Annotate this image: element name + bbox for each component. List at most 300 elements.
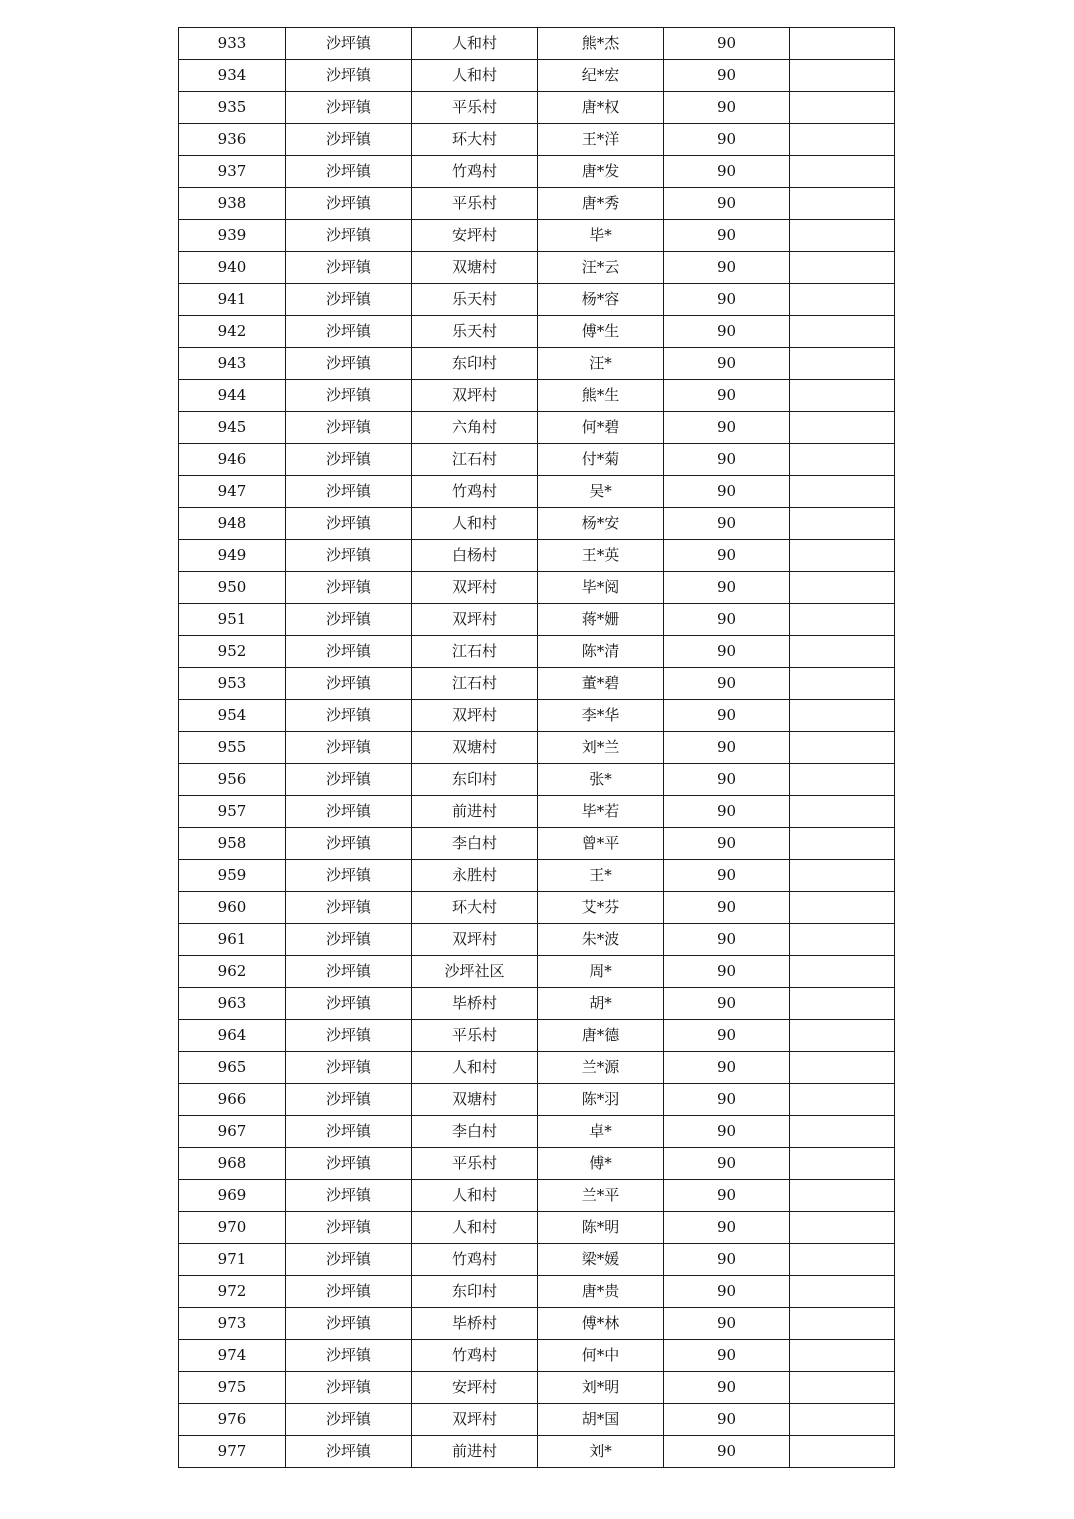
town-cell: 沙坪镇 (286, 572, 412, 604)
village-cell: 东印村 (412, 764, 538, 796)
name-cell: 唐*发 (538, 156, 664, 188)
village-cell: 毕桥村 (412, 988, 538, 1020)
village-cell: 双坪村 (412, 924, 538, 956)
name-cell: 毕*若 (538, 796, 664, 828)
town-cell: 沙坪镇 (286, 1116, 412, 1148)
table-row (179, 764, 895, 796)
village-cell: 东印村 (412, 348, 538, 380)
amount-cell: 90 (664, 700, 790, 732)
serial-number-cell: 952 (179, 636, 286, 668)
table-row (179, 1180, 895, 1212)
town-cell: 沙坪镇 (286, 668, 412, 700)
town-cell: 沙坪镇 (286, 764, 412, 796)
serial-number-cell: 943 (179, 348, 286, 380)
serial-number-cell: 971 (179, 1244, 286, 1276)
amount-cell: 90 (664, 668, 790, 700)
remark-cell (790, 348, 895, 380)
remark-cell (790, 60, 895, 92)
remark-cell (790, 380, 895, 412)
village-cell: 人和村 (412, 60, 538, 92)
amount-cell: 90 (664, 892, 790, 924)
table-row (179, 348, 895, 380)
village-cell: 安坪村 (412, 220, 538, 252)
name-cell: 纪*宏 (538, 60, 664, 92)
amount-cell: 90 (664, 476, 790, 508)
table-row (179, 1340, 895, 1372)
table-row (179, 668, 895, 700)
table-row (179, 1372, 895, 1404)
remark-cell (790, 412, 895, 444)
remark-cell (790, 252, 895, 284)
name-cell: 唐*权 (538, 92, 664, 124)
remark-cell (790, 124, 895, 156)
serial-number-cell: 949 (179, 540, 286, 572)
village-cell: 沙坪社区 (412, 956, 538, 988)
serial-number-cell: 964 (179, 1020, 286, 1052)
village-cell: 江石村 (412, 444, 538, 476)
town-cell: 沙坪镇 (286, 284, 412, 316)
remark-cell (790, 316, 895, 348)
town-cell: 沙坪镇 (286, 1276, 412, 1308)
remark-cell (790, 732, 895, 764)
amount-cell: 90 (664, 60, 790, 92)
name-cell: 何*碧 (538, 412, 664, 444)
amount-cell: 90 (664, 412, 790, 444)
amount-cell: 90 (664, 924, 790, 956)
serial-number-cell: 974 (179, 1340, 286, 1372)
village-cell: 前进村 (412, 1436, 538, 1468)
serial-number-cell: 959 (179, 860, 286, 892)
amount-cell: 90 (664, 604, 790, 636)
remark-cell (790, 572, 895, 604)
village-cell: 环大村 (412, 892, 538, 924)
town-cell: 沙坪镇 (286, 540, 412, 572)
remark-cell (790, 828, 895, 860)
remark-cell (790, 1372, 895, 1404)
serial-number-cell: 953 (179, 668, 286, 700)
serial-number-cell: 966 (179, 1084, 286, 1116)
serial-number-cell: 958 (179, 828, 286, 860)
village-cell: 双坪村 (412, 1404, 538, 1436)
town-cell: 沙坪镇 (286, 1340, 412, 1372)
remark-cell (790, 1276, 895, 1308)
village-cell: 前进村 (412, 796, 538, 828)
village-cell: 人和村 (412, 28, 538, 60)
table-row (179, 924, 895, 956)
village-cell: 双塘村 (412, 732, 538, 764)
name-cell: 刘*兰 (538, 732, 664, 764)
town-cell: 沙坪镇 (286, 156, 412, 188)
village-cell: 平乐村 (412, 1020, 538, 1052)
amount-cell: 90 (664, 796, 790, 828)
town-cell: 沙坪镇 (286, 60, 412, 92)
table-row (179, 252, 895, 284)
serial-number-cell: 940 (179, 252, 286, 284)
remark-cell (790, 1116, 895, 1148)
village-cell: 乐天村 (412, 316, 538, 348)
town-cell: 沙坪镇 (286, 892, 412, 924)
amount-cell: 90 (664, 1116, 790, 1148)
serial-number-cell: 957 (179, 796, 286, 828)
village-cell: 永胜村 (412, 860, 538, 892)
town-cell: 沙坪镇 (286, 1372, 412, 1404)
amount-cell: 90 (664, 1340, 790, 1372)
town-cell: 沙坪镇 (286, 1244, 412, 1276)
table-row (179, 892, 895, 924)
remark-cell (790, 668, 895, 700)
village-cell: 双坪村 (412, 700, 538, 732)
amount-cell: 90 (664, 636, 790, 668)
village-cell: 东印村 (412, 1276, 538, 1308)
table-row (179, 1052, 895, 1084)
village-cell: 竹鸡村 (412, 1244, 538, 1276)
amount-cell: 90 (664, 284, 790, 316)
remark-cell (790, 28, 895, 60)
serial-number-cell: 938 (179, 188, 286, 220)
town-cell: 沙坪镇 (286, 1212, 412, 1244)
village-cell: 竹鸡村 (412, 476, 538, 508)
serial-number-cell: 955 (179, 732, 286, 764)
name-cell: 周* (538, 956, 664, 988)
name-cell: 王*英 (538, 540, 664, 572)
roster-table-body (179, 28, 895, 1468)
name-cell: 杨*安 (538, 508, 664, 540)
village-cell: 人和村 (412, 1052, 538, 1084)
table-row (179, 1276, 895, 1308)
serial-number-cell: 951 (179, 604, 286, 636)
town-cell: 沙坪镇 (286, 700, 412, 732)
serial-number-cell: 965 (179, 1052, 286, 1084)
name-cell: 熊*杰 (538, 28, 664, 60)
table-row (179, 476, 895, 508)
table-row (179, 156, 895, 188)
amount-cell: 90 (664, 1372, 790, 1404)
town-cell: 沙坪镇 (286, 732, 412, 764)
remark-cell (790, 1052, 895, 1084)
name-cell: 杨*容 (538, 284, 664, 316)
remark-cell (790, 1212, 895, 1244)
table-row (179, 1116, 895, 1148)
serial-number-cell: 944 (179, 380, 286, 412)
town-cell: 沙坪镇 (286, 604, 412, 636)
amount-cell: 90 (664, 1244, 790, 1276)
remark-cell (790, 860, 895, 892)
name-cell: 艾*芬 (538, 892, 664, 924)
village-cell: 乐天村 (412, 284, 538, 316)
village-cell: 人和村 (412, 1180, 538, 1212)
village-cell: 李白村 (412, 1116, 538, 1148)
amount-cell: 90 (664, 732, 790, 764)
serial-number-cell: 937 (179, 156, 286, 188)
serial-number-cell: 967 (179, 1116, 286, 1148)
table-row (179, 860, 895, 892)
village-cell: 竹鸡村 (412, 156, 538, 188)
remark-cell (790, 444, 895, 476)
table-row (179, 1436, 895, 1468)
serial-number-cell: 935 (179, 92, 286, 124)
village-cell: 环大村 (412, 124, 538, 156)
name-cell: 胡* (538, 988, 664, 1020)
table-row (179, 604, 895, 636)
table-row (179, 1020, 895, 1052)
town-cell: 沙坪镇 (286, 1404, 412, 1436)
name-cell: 傅* (538, 1148, 664, 1180)
table-row (179, 412, 895, 444)
town-cell: 沙坪镇 (286, 924, 412, 956)
serial-number-cell: 945 (179, 412, 286, 444)
name-cell: 何*中 (538, 1340, 664, 1372)
remark-cell (790, 764, 895, 796)
table-row (179, 220, 895, 252)
name-cell: 陈*清 (538, 636, 664, 668)
table-row (179, 444, 895, 476)
remark-cell (790, 1308, 895, 1340)
town-cell: 沙坪镇 (286, 124, 412, 156)
serial-number-cell: 960 (179, 892, 286, 924)
table-row (179, 92, 895, 124)
name-cell: 付*菊 (538, 444, 664, 476)
village-cell: 李白村 (412, 828, 538, 860)
town-cell: 沙坪镇 (286, 476, 412, 508)
village-cell: 人和村 (412, 508, 538, 540)
amount-cell: 90 (664, 380, 790, 412)
serial-number-cell: 968 (179, 1148, 286, 1180)
remark-cell (790, 540, 895, 572)
table-row (179, 636, 895, 668)
name-cell: 董*碧 (538, 668, 664, 700)
name-cell: 熊*生 (538, 380, 664, 412)
remark-cell (790, 636, 895, 668)
serial-number-cell: 969 (179, 1180, 286, 1212)
name-cell: 刘*明 (538, 1372, 664, 1404)
town-cell: 沙坪镇 (286, 956, 412, 988)
serial-number-cell: 956 (179, 764, 286, 796)
amount-cell: 90 (664, 572, 790, 604)
amount-cell: 90 (664, 764, 790, 796)
remark-cell (790, 220, 895, 252)
amount-cell: 90 (664, 1404, 790, 1436)
amount-cell: 90 (664, 188, 790, 220)
village-cell: 江石村 (412, 636, 538, 668)
town-cell: 沙坪镇 (286, 316, 412, 348)
town-cell: 沙坪镇 (286, 860, 412, 892)
table-row (179, 60, 895, 92)
name-cell: 傅*生 (538, 316, 664, 348)
serial-number-cell: 947 (179, 476, 286, 508)
table-row (179, 284, 895, 316)
amount-cell: 90 (664, 988, 790, 1020)
remark-cell (790, 1244, 895, 1276)
name-cell: 曾*平 (538, 828, 664, 860)
table-row (179, 828, 895, 860)
remark-cell (790, 604, 895, 636)
town-cell: 沙坪镇 (286, 380, 412, 412)
serial-number-cell: 970 (179, 1212, 286, 1244)
amount-cell: 90 (664, 540, 790, 572)
amount-cell: 90 (664, 828, 790, 860)
table-row (179, 124, 895, 156)
table-row (179, 1308, 895, 1340)
table-row (179, 1148, 895, 1180)
village-cell: 毕桥村 (412, 1308, 538, 1340)
table-row (179, 988, 895, 1020)
remark-cell (790, 284, 895, 316)
name-cell: 蒋*姗 (538, 604, 664, 636)
roster-table (178, 27, 895, 1468)
document-page (178, 27, 894, 1468)
village-cell: 白杨村 (412, 540, 538, 572)
table-row (179, 380, 895, 412)
name-cell: 梁*媛 (538, 1244, 664, 1276)
amount-cell: 90 (664, 1212, 790, 1244)
amount-cell: 90 (664, 28, 790, 60)
serial-number-cell: 972 (179, 1276, 286, 1308)
town-cell: 沙坪镇 (286, 188, 412, 220)
name-cell: 汪* (538, 348, 664, 380)
serial-number-cell: 946 (179, 444, 286, 476)
serial-number-cell: 975 (179, 1372, 286, 1404)
village-cell: 平乐村 (412, 92, 538, 124)
amount-cell: 90 (664, 1436, 790, 1468)
remark-cell (790, 700, 895, 732)
amount-cell: 90 (664, 124, 790, 156)
serial-number-cell: 950 (179, 572, 286, 604)
serial-number-cell: 977 (179, 1436, 286, 1468)
name-cell: 兰*平 (538, 1180, 664, 1212)
remark-cell (790, 156, 895, 188)
remark-cell (790, 1180, 895, 1212)
remark-cell (790, 1436, 895, 1468)
serial-number-cell: 936 (179, 124, 286, 156)
village-cell: 双塘村 (412, 252, 538, 284)
amount-cell: 90 (664, 956, 790, 988)
village-cell: 安坪村 (412, 1372, 538, 1404)
remark-cell (790, 1404, 895, 1436)
village-cell: 六角村 (412, 412, 538, 444)
amount-cell: 90 (664, 1276, 790, 1308)
remark-cell (790, 188, 895, 220)
name-cell: 朱*波 (538, 924, 664, 956)
table-row (179, 188, 895, 220)
serial-number-cell: 962 (179, 956, 286, 988)
village-cell: 平乐村 (412, 188, 538, 220)
amount-cell: 90 (664, 1148, 790, 1180)
town-cell: 沙坪镇 (286, 1052, 412, 1084)
serial-number-cell: 963 (179, 988, 286, 1020)
remark-cell (790, 508, 895, 540)
town-cell: 沙坪镇 (286, 1436, 412, 1468)
name-cell: 张* (538, 764, 664, 796)
serial-number-cell: 934 (179, 60, 286, 92)
table-row (179, 1084, 895, 1116)
table-row (179, 1244, 895, 1276)
town-cell: 沙坪镇 (286, 796, 412, 828)
serial-number-cell: 948 (179, 508, 286, 540)
remark-cell (790, 92, 895, 124)
serial-number-cell: 961 (179, 924, 286, 956)
amount-cell: 90 (664, 92, 790, 124)
town-cell: 沙坪镇 (286, 220, 412, 252)
name-cell: 傅*林 (538, 1308, 664, 1340)
village-cell: 双坪村 (412, 572, 538, 604)
table-row (179, 28, 895, 60)
village-cell: 江石村 (412, 668, 538, 700)
town-cell: 沙坪镇 (286, 1180, 412, 1212)
remark-cell (790, 924, 895, 956)
village-cell: 双坪村 (412, 604, 538, 636)
name-cell: 胡*国 (538, 1404, 664, 1436)
name-cell: 兰*源 (538, 1052, 664, 1084)
table-row (179, 796, 895, 828)
amount-cell: 90 (664, 444, 790, 476)
amount-cell: 90 (664, 156, 790, 188)
amount-cell: 90 (664, 348, 790, 380)
town-cell: 沙坪镇 (286, 1308, 412, 1340)
table-row (179, 956, 895, 988)
village-cell: 竹鸡村 (412, 1340, 538, 1372)
town-cell: 沙坪镇 (286, 828, 412, 860)
name-cell: 卓* (538, 1116, 664, 1148)
table-row (179, 572, 895, 604)
name-cell: 毕*阅 (538, 572, 664, 604)
serial-number-cell: 973 (179, 1308, 286, 1340)
town-cell: 沙坪镇 (286, 412, 412, 444)
amount-cell: 90 (664, 1308, 790, 1340)
remark-cell (790, 892, 895, 924)
village-cell: 平乐村 (412, 1148, 538, 1180)
name-cell: 陈*羽 (538, 1084, 664, 1116)
serial-number-cell: 933 (179, 28, 286, 60)
table-row (179, 540, 895, 572)
village-cell: 双塘村 (412, 1084, 538, 1116)
name-cell: 吴* (538, 476, 664, 508)
serial-number-cell: 939 (179, 220, 286, 252)
table-row (179, 732, 895, 764)
amount-cell: 90 (664, 220, 790, 252)
town-cell: 沙坪镇 (286, 444, 412, 476)
town-cell: 沙坪镇 (286, 1020, 412, 1052)
table-row (179, 316, 895, 348)
table-row (179, 700, 895, 732)
name-cell: 唐*秀 (538, 188, 664, 220)
name-cell: 王*洋 (538, 124, 664, 156)
amount-cell: 90 (664, 252, 790, 284)
remark-cell (790, 1084, 895, 1116)
village-cell: 双坪村 (412, 380, 538, 412)
town-cell: 沙坪镇 (286, 636, 412, 668)
serial-number-cell: 976 (179, 1404, 286, 1436)
name-cell: 汪*云 (538, 252, 664, 284)
serial-number-cell: 942 (179, 316, 286, 348)
name-cell: 唐*贵 (538, 1276, 664, 1308)
name-cell: 刘* (538, 1436, 664, 1468)
remark-cell (790, 1020, 895, 1052)
village-cell: 人和村 (412, 1212, 538, 1244)
table-row (179, 1212, 895, 1244)
table-row (179, 1404, 895, 1436)
amount-cell: 90 (664, 860, 790, 892)
name-cell: 王* (538, 860, 664, 892)
amount-cell: 90 (664, 1052, 790, 1084)
amount-cell: 90 (664, 316, 790, 348)
name-cell: 毕* (538, 220, 664, 252)
serial-number-cell: 954 (179, 700, 286, 732)
town-cell: 沙坪镇 (286, 348, 412, 380)
remark-cell (790, 956, 895, 988)
name-cell: 唐*德 (538, 1020, 664, 1052)
remark-cell (790, 796, 895, 828)
town-cell: 沙坪镇 (286, 988, 412, 1020)
